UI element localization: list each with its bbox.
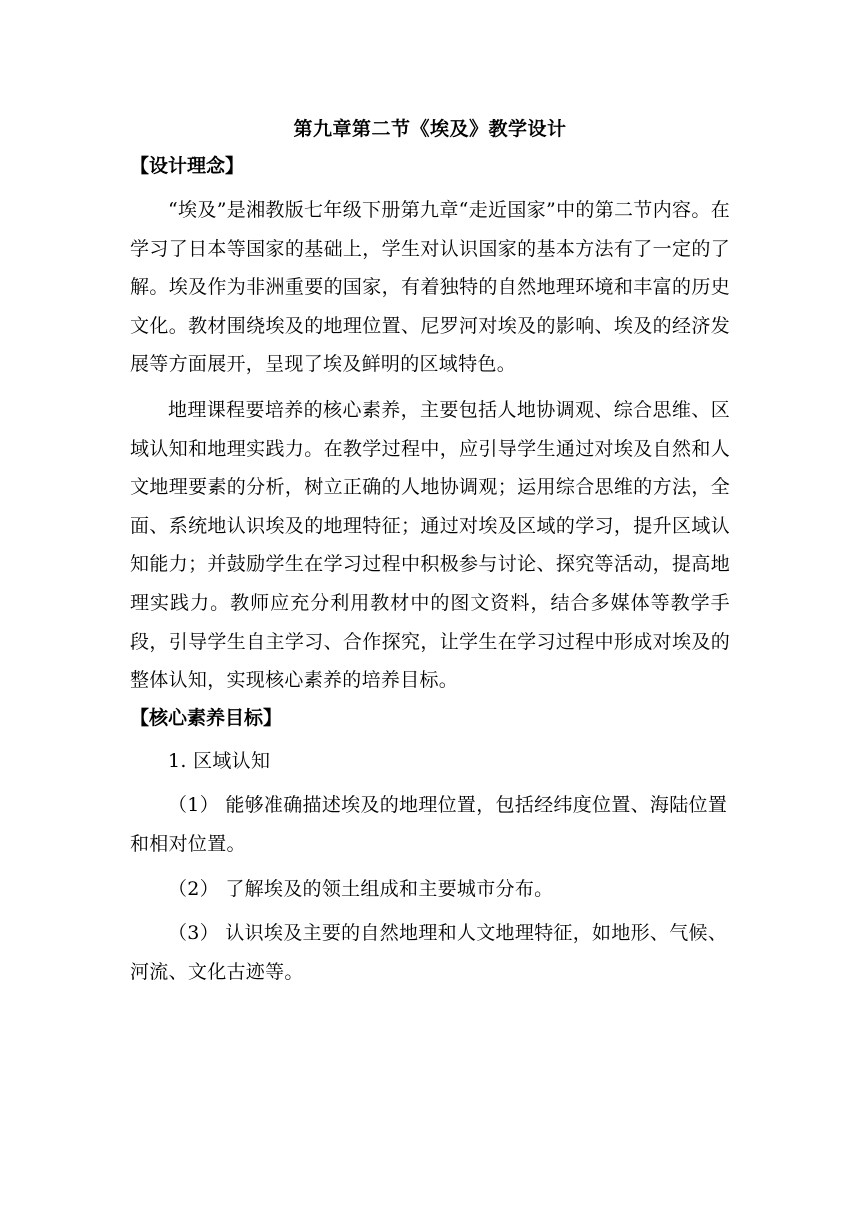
concept-paragraph-1: “埃及”是湘教版七年级下册第九章“走近国家”中的第二节内容。在学习了日本等国家的基础上，学生对认识国家的基本方法有了一定的了解。埃及作为非洲重要的国家，有着独特的自然地理环境和丰富的历史文化。教材围绕埃及的地理位置、尼罗河对埃及的影响、埃及的经济发展等方面展开，呈现了埃及鲜明的区域特色。 xyxy=(130,199,730,376)
concept-paragraph-2: 地理课程要培养的核心素养，主要包括人地协调观、综合思维、区域认知和地理实践力。在教学过程中，应引导学生通过对埃及自然和人文地理要素的分析，树立正确的人地协调观；运用综合思维的方法，全面、系统地认识埃及的地理特征；通过对埃及区域的学习，提升区域认知能力；并鼓励学生在学习过程中积极参与讨论、探究等活动，提高地理实践力。教师应充分利用教材中的图文资料，结合多媒体等教学手段，引导学生自主学习、合作探究，让学生在学习过程中形成对埃及的整体认知，实现核心素养的培养目标。 xyxy=(130,398,730,692)
document-page xyxy=(130,110,730,991)
goal-1-item-3: （3） 认识埃及主要的自然地理和人文地理特征，如地形、气候、河流、文化古迹等。 xyxy=(130,922,728,983)
heading-design-concept: 【设计理念】 xyxy=(130,155,245,177)
goal-1-item-2: （2） 了解埃及的领土组成和主要城市分布。 xyxy=(168,877,554,900)
goal-1-item-1: （1） 能够准确描述埃及的地理位置，包括经纬度位置、海陆位置和相对位置。 xyxy=(130,794,728,855)
heading-core-goals: 【核心素养目标】 xyxy=(130,706,283,729)
goal-1-title: 1. 区域认知 xyxy=(168,749,271,772)
document-title: 第九章第二节《埃及》教学设计 xyxy=(293,118,567,140)
